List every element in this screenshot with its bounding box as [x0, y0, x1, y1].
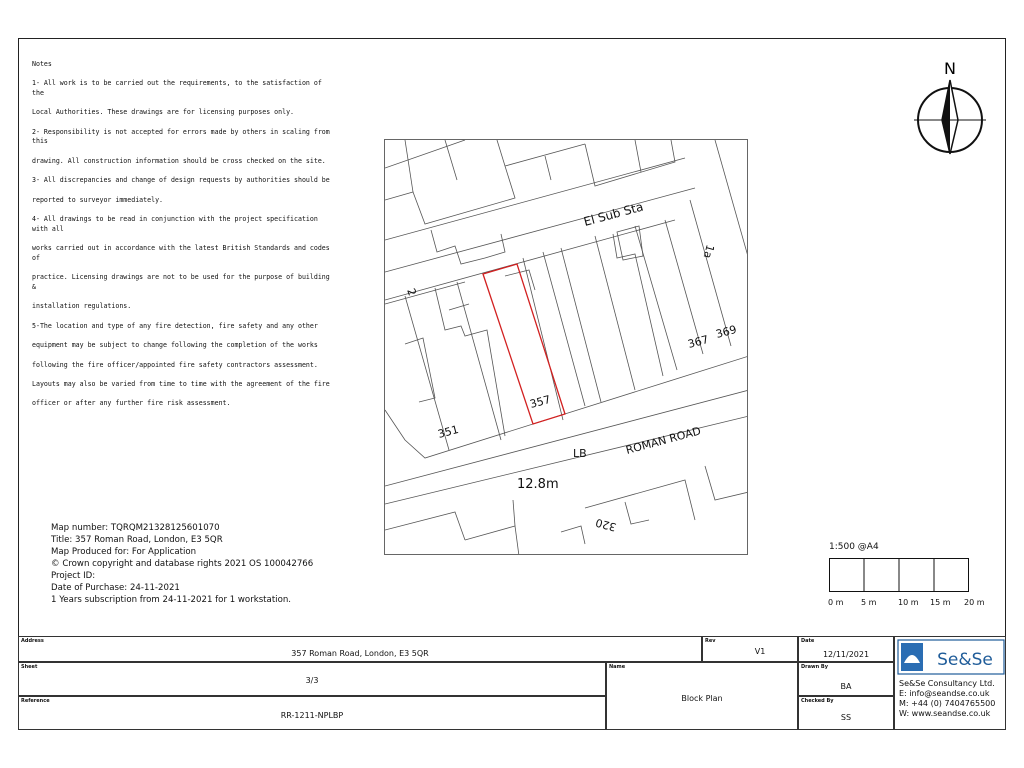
notes-line: officer or after any further fire risk assessment.	[32, 399, 231, 408]
company-mobile: M: +44 (0) 7404765500	[899, 699, 996, 708]
name-cell	[606, 662, 798, 730]
scale-bar	[829, 558, 969, 592]
map-info-line: Map number: TQRQM21328125601070	[51, 523, 220, 533]
notes-line: following the fire officer/appointed fire safety contractors assessment.	[32, 360, 318, 369]
notes-line: 3- All discrepancies and change of design requests by authorities should be	[32, 176, 330, 185]
label-el-sub-sta: El Sub Sta	[582, 199, 645, 229]
notes-line: installation regulations.	[32, 302, 132, 311]
north-label: N	[944, 59, 956, 78]
compass-icon	[910, 56, 990, 160]
scale-labels	[822, 598, 992, 610]
notes-line: 5-The location and type of any fire detection, fire safety and any other	[32, 321, 318, 330]
checked-by-label: Checked By	[801, 698, 834, 704]
scale-title: 1:500 @A4	[829, 542, 879, 552]
map-info-line: Map Produced for: For Application	[51, 547, 197, 557]
scale-tick-label: 5 m	[861, 598, 877, 607]
notes-line: equipment may be subject to change following the completion of the works	[32, 341, 318, 350]
notes-line: 2- Responsibility is not accepted for errors made by others in scaling from this	[32, 127, 330, 146]
label-house-369: 369	[714, 322, 739, 341]
reference-value: RR-1211-NPLBP	[280, 711, 344, 720]
label-house-357: 357	[528, 392, 553, 411]
company-web: W: www.seandse.co.uk	[899, 709, 991, 718]
label-lb: LB	[573, 447, 587, 460]
date-value: 12/11/2021	[822, 650, 870, 659]
address-cell	[18, 636, 702, 662]
logo-text: Se&Se	[937, 650, 993, 670]
date-label: Date	[801, 638, 815, 644]
date-cell	[798, 636, 894, 662]
rev-value: V1	[754, 647, 766, 656]
map-info-line: © Crown copyright and database rights 2021 OS 100042766	[51, 559, 314, 569]
label-house-1a: 1a	[700, 243, 717, 260]
notes-line: drawing. All construction information should be cross checked on the site.	[32, 156, 326, 165]
sheet-label: Sheet	[21, 664, 38, 670]
label-house-2: 2	[404, 286, 419, 298]
drawn-by-cell	[798, 662, 894, 696]
map-info-line: Date of Purchase: 24-11-2021	[51, 583, 180, 593]
notes-line: 4- All drawings to be read in conjunction with the project specification with all	[32, 214, 318, 233]
notes-line: practice. Licensing drawings are not to be used for the purpose of building &	[32, 273, 330, 291]
title-block	[18, 636, 1006, 730]
map-info-line: Title: 357 Roman Road, London, E3 5QR	[51, 535, 223, 545]
rev-cell	[702, 636, 798, 662]
scale-tick-label: 0 m	[828, 598, 844, 607]
map-info	[51, 522, 313, 606]
drawn-by-value: BA	[840, 682, 852, 691]
notes-line: works carried out in accordance with the latest British Standards and codes of	[32, 244, 330, 262]
address-label: Address	[21, 638, 44, 644]
map-info-line: Project ID:	[51, 571, 96, 581]
label-road-width: 12.8m	[517, 477, 559, 492]
reference-cell	[18, 696, 606, 730]
company-email: E: info@seandse.co.uk	[899, 689, 990, 698]
checked-by-value: SS	[840, 713, 852, 722]
address-value: 357 Roman Road, London, E3 5QR	[291, 649, 429, 658]
name-label: Name	[609, 664, 626, 670]
sheet-cell	[18, 662, 606, 696]
label-house-351: 351	[436, 422, 461, 441]
label-house-320: 320	[594, 515, 618, 534]
notes-line: 1- All work is to be carried out the requirements, to the satisfaction of the	[32, 79, 322, 97]
sheet-value: 3/3	[305, 676, 319, 685]
scale-tick-label: 15 m	[930, 598, 951, 607]
company-logo	[895, 637, 1007, 677]
notes-line: Local Authorities. These drawings are for licensing purposes only.	[32, 108, 295, 117]
notes-heading: Notes	[32, 59, 52, 68]
rev-label: Rev	[705, 638, 716, 644]
checked-by-cell	[798, 696, 894, 730]
notes-block	[32, 50, 332, 419]
label-roman-road: ROMAN ROAD	[624, 424, 703, 457]
reference-label: Reference	[21, 698, 50, 704]
notes-line: Layouts may also be varied from time to time with the agreement of the fire	[32, 379, 330, 388]
company-name: Se&Se Consultancy Ltd.	[899, 679, 995, 688]
map-drawing	[385, 140, 748, 555]
drawn-by-label: Drawn By	[801, 664, 828, 670]
scale-tick-label: 20 m	[964, 598, 985, 607]
name-value: Block Plan	[681, 694, 723, 703]
label-house-367: 367	[686, 332, 711, 351]
notes-line: reported to surveyor immediately.	[32, 195, 164, 204]
location-map	[384, 139, 748, 555]
company-block	[894, 636, 1006, 730]
map-info-line: 1 Years subscription from 24-11-2021 for 1 workstation.	[51, 595, 292, 605]
scale-tick-label: 10 m	[898, 598, 919, 607]
north-arrow	[910, 56, 990, 160]
